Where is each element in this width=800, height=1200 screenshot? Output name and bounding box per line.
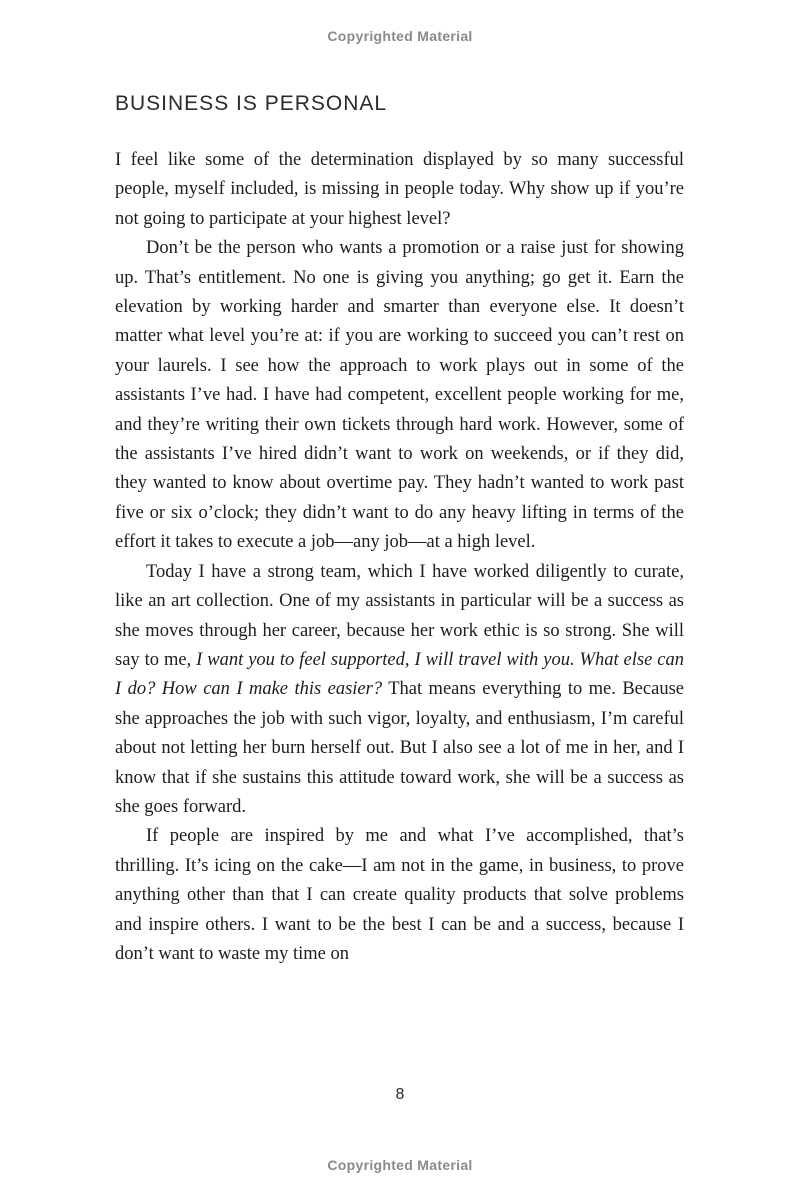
- paragraph-2: [115, 234, 684, 557]
- text-segment: Don’t be the person who wants a promotion or a raise just for showing up. That’s entitlement. No one is giving you anything; go get it. Earn the elevation by working harder and smarter than everyone else. It doesn’t matter what level you’re at: if you are working to succeed you can’t rest on your laurels. I see how the approach to work plays out in some of the assistants I’ve had. I have had competent, excellent people working for me, and they’re writing their own tickets through hard work. However, some of the assistants I’ve hired didn’t want to work on weekends, or if they did, they wanted to know about overtime pay. They hadn’t wanted to work past five or six o’clock; they didn’t want to do any heavy lifting in terms of the effort it takes to execute a job—any job—at a high level.: [115, 238, 684, 553]
- italic-quote: I want you to feel supported, I will travel with you. What else can I do? How can I make this easier?: [115, 649, 684, 700]
- text-segment: I feel like some of the determination displayed by so many successful people, myself included, is missing in people today. Why show up if you’re not going to participate at your highest level?: [115, 150, 684, 229]
- copyright-notice-bottom: Copyrighted Material: [327, 1157, 473, 1173]
- copyright-notice-top: Copyrighted Material: [327, 28, 473, 44]
- paragraph-1: [115, 146, 684, 234]
- text-segment: If people are inspired by me and what I’ve accomplished, that’s thrilling. It’s icing on the cake—I am not in the game, in business, to prove anything other than that I can create quality products that solve problems and inspire others. I want to be the best I can be and a success, because I don’t want to waste my time on: [115, 826, 684, 964]
- text-segment: Today I have a strong team, which I have worked diligently to curate, like an art collection. One of my assistants in particular will be a success as she moves through her career, because her work ethic is so strong. She will say to me,: [115, 561, 684, 670]
- chapter-title: BUSINESS IS PERSONAL: [115, 92, 388, 115]
- paragraph-3: [115, 558, 684, 823]
- body-text: [115, 146, 684, 969]
- paragraph-4: [115, 822, 684, 969]
- page-number: 8: [395, 1086, 405, 1103]
- text-segment: That means everything to me. Because she approaches the job with such vigor, loyalty, and enthusiasm, I’m careful about not letting her burn herself out. But I also see a lot of me in her, and I know that if she sustains this attitude toward work, she will be a success as she goes forward.: [115, 679, 684, 817]
